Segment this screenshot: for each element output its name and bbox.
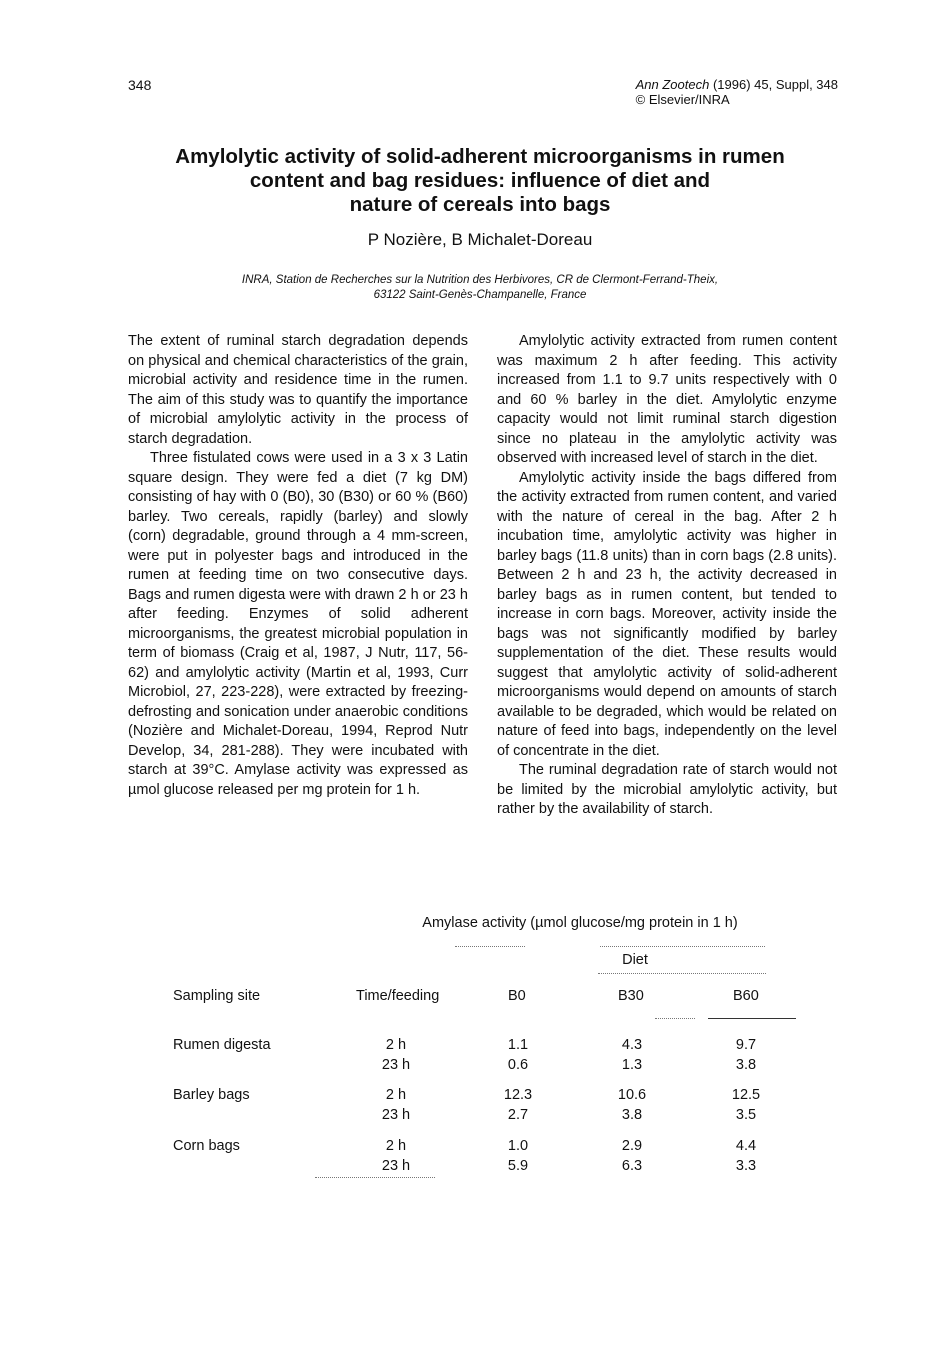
title-line: content and bag residues: influence of diet and xyxy=(249,169,711,192)
paragraph: Three fistulated cows were used in a 3 x 3 Latin square design. They were fed a diet (7 kg DM) consisting of hay with 0 (B0), 30 (B30) or 60 % (B60) barley. Two cereals, rapidly (barley) and slowly (corn) degradable, ground through a 4 mm-screen, were put in polyester bags and introduced in the rumen at feeding time on two consecutive days. Bags and rumen digesta were with drawn 2 h or 23 h after feeding. Enzymes of solid adherent microorganisms, the greatest microbial population in term of biomass (Craig et al, 1987, J Nutr, 117, 56-62) and amylolytic activity (Martin et al, 1993, Curr Microbiol, 27, 223-228), were extracted by freezing-defrosting and sonication under anaerobic conditions (Nozière and Michalet-Doreau, 1994, Reprod Nutr Develop, 34, 281-288). They were incubated with starch at 39°C. Amylase activity was expressed as µmol glucose released per mg protein for 1 h. xyxy=(128,450,468,798)
row-site-label: Barley bags xyxy=(173,1087,250,1103)
title-line: nature of cereals into bags xyxy=(349,193,611,216)
paper-title xyxy=(120,145,840,217)
table-cell: 10.6 xyxy=(617,1087,647,1103)
table-cell: 2 h xyxy=(385,1037,407,1053)
table-cell: 1.3 xyxy=(621,1057,643,1073)
row-site-label: Rumen digesta xyxy=(173,1037,271,1053)
table-caption: Amylase activity (µmol glucose/mg protein in 1 h) xyxy=(422,915,738,931)
rule xyxy=(708,1018,796,1019)
paragraph: The extent of ruminal starch degradation depends on physical and chemical characteristics of the grain, microbial activity and residence time in the rumen. The aim of this study was to quantify the importance of microbial amylolytic activity in the process of starch degradation. xyxy=(128,333,468,447)
table-cell: 1.0 xyxy=(507,1138,529,1154)
table-cell: 3.3 xyxy=(735,1158,757,1174)
paragraph: Amylolytic activity extracted from rumen content was maximum 2 h after feeding. This activity increased from 1.1 to 9.7 units respectively with 0 and 60 % barley in the diet. Amylolytic enzyme capacity would not limit ruminal starch digestion since no plateau in the amylolytic activity was observed with increased level of starch in the diet. xyxy=(497,333,837,466)
authors: P Nozière, B Michalet-Doreau xyxy=(367,230,593,249)
table-cell: 2 h xyxy=(385,1138,407,1154)
page-number: 348 xyxy=(128,77,152,93)
table-bottom-rule xyxy=(315,1177,435,1179)
journal-name: Ann Zootech xyxy=(635,77,710,92)
table-cell: 0.6 xyxy=(507,1057,529,1073)
table-cell: 4.3 xyxy=(621,1037,643,1053)
table-cell: 23 h xyxy=(381,1057,411,1073)
affiliation xyxy=(120,273,840,303)
diet-group-header: Diet xyxy=(622,952,648,968)
title-line: Amylolytic activity of solid-adherent microorganisms in rumen xyxy=(175,145,785,168)
table-cell: 2.9 xyxy=(621,1138,643,1154)
table-cell: 3.8 xyxy=(621,1107,643,1123)
table-cell: 9.7 xyxy=(735,1037,757,1053)
table-cell: 12.3 xyxy=(503,1087,533,1103)
table-cell: 6.3 xyxy=(621,1158,643,1174)
rule xyxy=(455,946,525,948)
table-cell: 4.4 xyxy=(735,1138,757,1154)
journal-volume: (1996) 45, Suppl, 348 xyxy=(709,77,838,92)
rule xyxy=(655,1018,695,1020)
publisher: © Elsevier/INRA xyxy=(635,92,730,107)
journal-citation xyxy=(636,77,838,107)
diet-rule xyxy=(598,973,766,975)
table-cell: 12.5 xyxy=(731,1087,761,1103)
header-sampling-site: Sampling site xyxy=(173,988,261,1004)
paragraph: Amylolytic activity inside the bags differed from the activity extracted from rumen content, and varied with the nature of cereal in the bag. After 2 h incubation time, amylolytic activity was higher in barley bags (11.8 units) than in corn bags (2.8 units). Between 2 h and 23 h, the activity decreased in barley bags as in rumen content, but tended to increase in corn bags. Moreover, activity inside the bags was not significantly modified by barley supplementation of the diet. These results would suggest that amylolytic activity of solid-adherent microorganisms would depend on amounts of starch available to be degraded, which would be related on nature of feed into bags, independently on the level of concentrate in the diet. xyxy=(497,469,837,759)
row-site-label: Corn bags xyxy=(173,1138,240,1154)
affiliation-line: INRA, Station de Recherches sur la Nutrition des Herbivores, CR de Clermont-Ferrand-Theix, xyxy=(241,274,719,286)
header-b0: B0 xyxy=(508,988,526,1004)
table-cell: 2.7 xyxy=(507,1107,529,1123)
affiliation-line: 63122 Saint-Genès-Champanelle, France xyxy=(373,289,587,301)
right-column xyxy=(497,332,837,820)
table-cell: 3.8 xyxy=(735,1057,757,1073)
table-cell: 5.9 xyxy=(507,1158,529,1174)
paragraph: The ruminal degradation rate of starch would not be limited by the microbial amylolytic activity, but rather by the availability of starch. xyxy=(497,762,837,817)
header-b30: B30 xyxy=(618,988,644,1004)
table-cell: 23 h xyxy=(381,1107,411,1123)
table-cell: 3.5 xyxy=(735,1107,757,1123)
table-cell: 23 h xyxy=(381,1158,411,1174)
header-b60: B60 xyxy=(733,988,759,1004)
header-time-feeding: Time/feeding xyxy=(356,988,440,1004)
rule xyxy=(600,946,765,948)
left-column xyxy=(128,332,468,800)
table-cell: 1.1 xyxy=(507,1037,529,1053)
table-cell: 2 h xyxy=(385,1087,407,1103)
